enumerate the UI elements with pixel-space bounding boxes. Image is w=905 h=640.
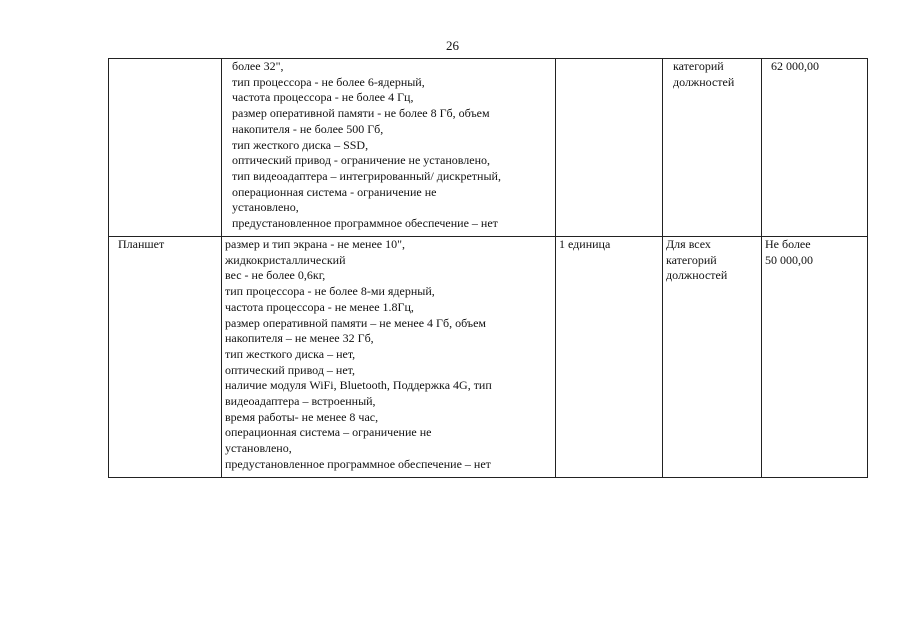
spec-line: предустановленное программное обеспечение – нет — [232, 216, 498, 231]
spec-line: оптический привод - ограничение не установлено, — [232, 153, 491, 168]
price-line: 50 000,00 — [765, 252, 813, 267]
spec-line: более 32", — [232, 59, 284, 73]
spec-line: тип жесткого диска – нет, — [225, 346, 356, 361]
price-line: Не более — [765, 237, 811, 251]
spec-line: частота процессора - не менее 1.8Гц, — [225, 299, 414, 314]
spec-line: операционная система – ограничение не — [225, 425, 432, 440]
spec-line: накопителя - не более 500 Гб, — [232, 121, 384, 136]
category-line: должностей — [673, 74, 735, 89]
spec-cell — [222, 237, 556, 478]
category-cell — [663, 237, 762, 478]
category-line: категорий — [673, 59, 724, 73]
spec-line: операционная система - ограничение не — [232, 184, 437, 199]
price-cell — [762, 237, 868, 478]
spec-line: жидкокристаллический — [225, 252, 346, 267]
item-name-cell — [109, 59, 222, 237]
spec-line: тип жесткого диска – SSD, — [232, 137, 369, 152]
spec-line: вес - не более 0,6кг, — [225, 268, 326, 283]
spec-line: размер оперативной памяти – не менее 4 Гб, объем — [225, 315, 486, 330]
category-line: категорий — [666, 252, 717, 267]
category-line: Для всех — [666, 237, 711, 251]
spec-line: накопителя – не менее 32 Гб, — [225, 331, 374, 346]
item-name-cell: Планшет — [109, 237, 222, 478]
spec-line: тип видеоадаптера – интегрированный/ дискретный, — [232, 168, 501, 183]
spec-line: частота процессора - не более 4 Гц, — [232, 90, 414, 105]
price-line: 62 000,00 — [771, 59, 819, 73]
spec-line: видеоадаптера – встроенный, — [225, 394, 376, 409]
quantity-cell — [556, 59, 663, 237]
quantity-cell: 1 единица — [556, 237, 663, 478]
spec-cell — [222, 59, 556, 237]
table-row — [109, 237, 868, 478]
spec-line: установлено, — [232, 200, 299, 215]
spec-line: тип процессора - не более 8-ми ядерный, — [225, 284, 435, 299]
table-row — [109, 59, 868, 237]
price-cell — [762, 59, 868, 237]
spec-line: размер и тип экрана - не менее 10", — [225, 237, 406, 251]
category-cell — [663, 59, 762, 237]
spec-line: предустановленное программное обеспечение – нет — [225, 456, 491, 471]
spec-line: время работы- не менее 8 час, — [225, 409, 379, 424]
category-line: должностей — [666, 268, 728, 283]
spec-line: оптический привод – нет, — [225, 362, 356, 377]
page-number: 26 — [446, 38, 459, 53]
spec-line: установлено, — [225, 441, 292, 456]
equipment-spec-table — [108, 58, 868, 478]
spec-line: тип процессора - не более 6-ядерный, — [232, 74, 425, 89]
spec-line: наличие модуля WiFi, Bluetooth, Поддержка 4G, тип — [225, 378, 492, 393]
spec-line: размер оперативной памяти - не более 8 Гб, объем — [232, 106, 490, 121]
